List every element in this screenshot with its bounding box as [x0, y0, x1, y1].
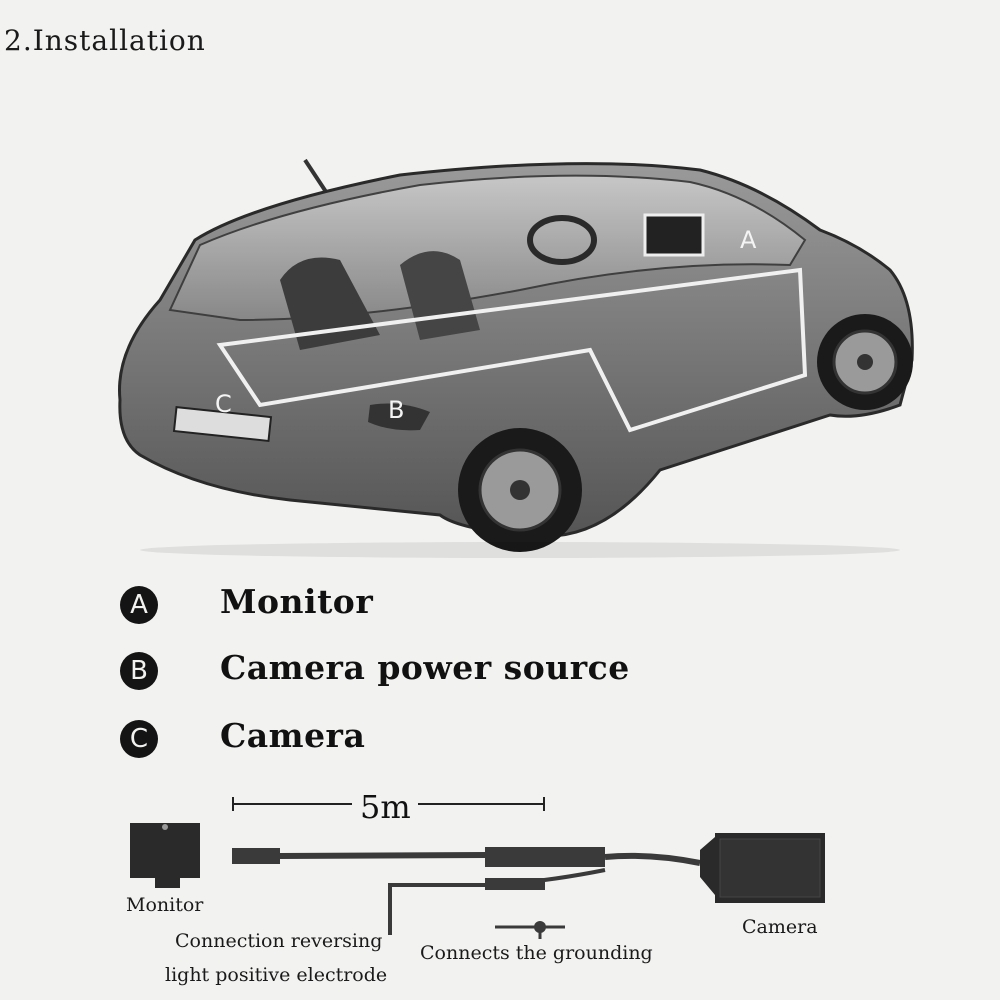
dimension-line-left	[232, 803, 352, 805]
extension-cable	[232, 847, 700, 867]
page-title: 2.Installation	[4, 24, 206, 57]
monitor-label: Monitor	[126, 894, 204, 916]
legend-label-camera-power-source: Camera power source	[220, 648, 630, 687]
monitor-unit	[130, 823, 200, 888]
wiring-diagram	[120, 815, 840, 945]
car-cutaway-illustration	[100, 150, 930, 560]
figure-label-b: B	[388, 396, 405, 424]
dimension-tick-right	[543, 797, 545, 811]
legend-badge-a: A	[120, 586, 158, 624]
camera-label: Camera	[742, 916, 818, 938]
monitor-in-car	[645, 215, 703, 255]
legend-label-monitor: Monitor	[220, 582, 374, 621]
legend-item-camera-power-source	[120, 648, 640, 692]
reversing-label-line1: Connection reversing	[175, 930, 383, 952]
reversing-label-line2: light positive electrode	[165, 964, 388, 986]
legend-badge-b: B	[120, 652, 158, 690]
camera-unit	[700, 833, 825, 903]
grounding-label: Connects the grounding	[420, 942, 653, 964]
legend-item-camera	[120, 716, 640, 760]
legend-badge-c: C	[120, 720, 158, 758]
figure-label-a: A	[740, 226, 757, 254]
cable-length-label: 5m	[360, 788, 411, 826]
figure-label-c: C	[215, 390, 232, 418]
legend-label-camera: Camera	[220, 716, 366, 755]
dimension-line-right	[418, 803, 544, 805]
ground-wire	[495, 921, 565, 939]
legend-item-monitor	[120, 582, 640, 626]
